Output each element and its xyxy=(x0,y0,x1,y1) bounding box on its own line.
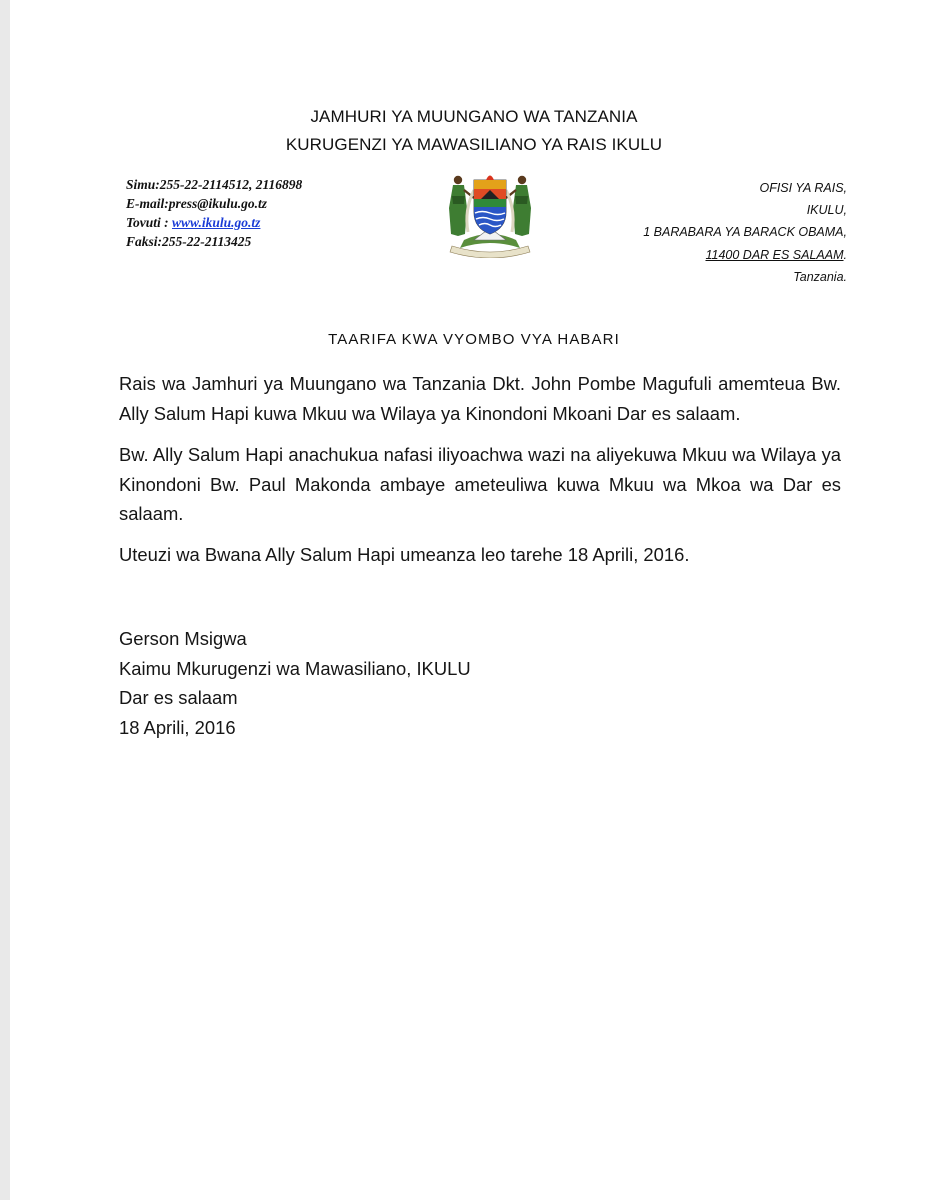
address-line-ikulu: IKULU, xyxy=(806,203,847,218)
paragraph-appointment: Rais wa Jamhuri ya Muungano wa Tanzania Dkt. John Pombe Magufuli amemteua Bw. Ally Salum Hapi kuwa Mkuu wa Wilaya ya Kinondoni Mkoani Dar es salaam. xyxy=(119,373,841,424)
contact-email: E-mail:press@ikulu.go.tz xyxy=(126,196,268,211)
address-line-country: Tanzania. xyxy=(793,269,847,284)
signature-date: 18 Aprili, 2016 xyxy=(119,716,236,738)
contact-website xyxy=(126,213,302,232)
address-line-street: 1 BARABARA YA BARACK OBAMA, xyxy=(643,225,847,240)
paragraph-effective-date: Uteuzi wa Bwana Ally Salum Hapi umeanza leo tarehe 18 Aprili, 2016. xyxy=(119,544,690,565)
signatory-name: Gerson Msigwa xyxy=(119,628,247,649)
header-country: JAMHURI YA MUUNGANO WA TANZANIA xyxy=(310,107,638,126)
address-line-city xyxy=(643,244,847,266)
contact-phone: Simu:255-22-2114512, 2116898 xyxy=(126,177,303,192)
paragraph-replacement: Bw. Ally Salum Hapi anachukua nafasi iliyoachwa wazi na aliyekuwa Mkuu wa Wilaya ya Kinondoni Bw. Paul Makonda ambaye ameteuliwa kuwa Mkuu wa Mkoa wa Dar es salaam. xyxy=(119,444,841,524)
address-block xyxy=(643,177,847,288)
coat-of-arms-icon xyxy=(434,166,546,258)
header-office: KURUGENZI YA MAWASILIANO YA RAIS IKULU xyxy=(285,135,663,154)
address-line-office: OFISI YA RAIS, xyxy=(759,181,847,195)
contact-block xyxy=(126,175,302,251)
signature-place: Dar es salaam xyxy=(119,687,238,708)
document-title: TAARIFA KWA VYOMBO VYA HABARI xyxy=(328,331,620,348)
signatory-position: Kaimu Mkurugenzi wa Mawasiliano, IKULU xyxy=(119,657,471,679)
document-page xyxy=(10,0,938,1200)
website-link[interactable]: www.ikulu.go.tz xyxy=(172,215,261,230)
contact-fax: Faksi:255-22-2113425 xyxy=(126,234,252,249)
signature-block xyxy=(119,624,471,742)
address-city-underlined: 11400 DAR ES SALAAM xyxy=(705,247,844,262)
address-city-suffix: . xyxy=(843,247,847,262)
contact-website-label: Tovuti : xyxy=(126,215,173,230)
